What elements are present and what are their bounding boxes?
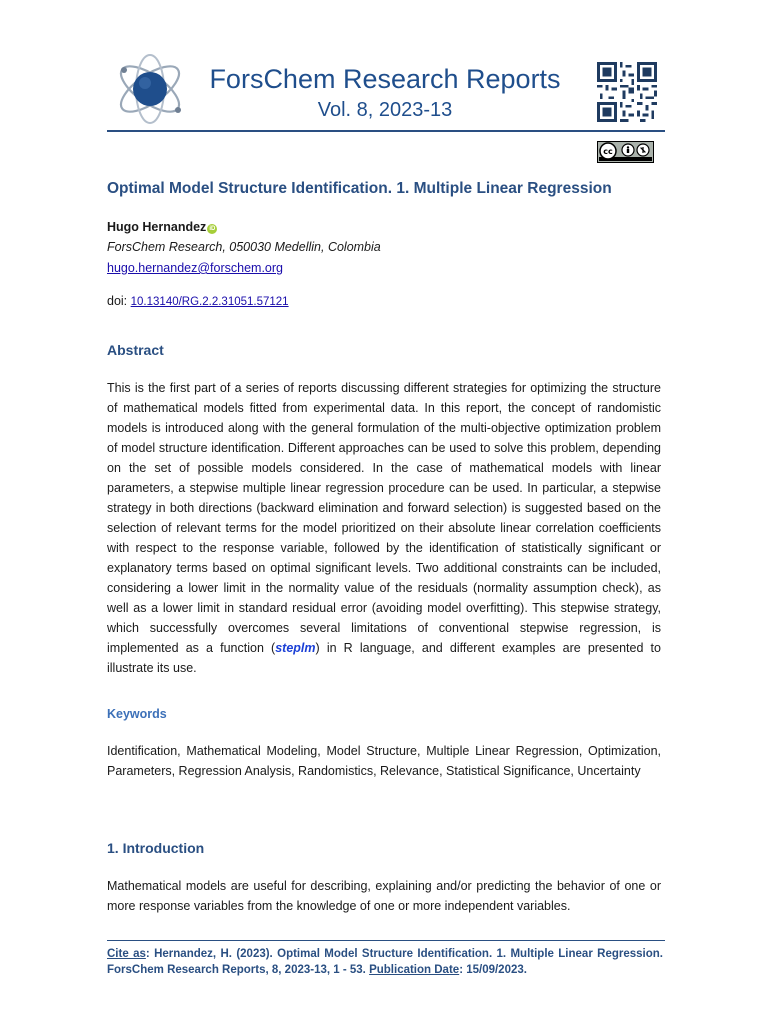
- journal-volume: Vol. 8, 2023-13: [317, 99, 453, 121]
- abstract-body: [107, 378, 661, 678]
- introduction-heading: 1. Introduction: [107, 840, 205, 856]
- citation-footer: [107, 946, 663, 978]
- cite-text: : Hernandez, H. (2023). Optimal Model Structure Identification. 1. Multiple Linear Regression. ForsChem Research Reports, 8, 2023-13, 1 - 53.: [107, 948, 663, 976]
- author-line: [107, 220, 217, 234]
- doi-link[interactable]: 10.13140/RG.2.2.31051.57121: [130, 296, 289, 308]
- abstract-heading: Abstract: [107, 342, 164, 358]
- author-email-link[interactable]: hugo.hernandez@forschem.org: [107, 261, 283, 275]
- affiliation: ForsChem Research, 050030 Medellin, Colombia: [107, 240, 381, 254]
- header-divider: [107, 130, 665, 132]
- keywords-heading: Keywords: [107, 707, 167, 721]
- footer-divider: [107, 940, 665, 941]
- cc-by-nc-badge-icon[interactable]: [597, 141, 654, 163]
- paper-title: Optimal Model Structure Identification. 1. Multiple Linear Regression: [107, 180, 612, 197]
- abstract-text-end: ) in R language, and different examples are presented to illustrate its use.: [107, 641, 661, 675]
- cc-text: cc: [603, 147, 613, 156]
- keywords-list: Identification, Mathematical Modeling, Model Structure, Multiple Linear Regression, Optimization, Parameters, Regression Analysis, Randomistics, Relevance, Statistical Significance, Uncertainty: [107, 744, 661, 778]
- journal-name: ForsChem Research Reports: [209, 64, 561, 94]
- doi-line: [107, 294, 289, 308]
- introduction-body: Mathematical models are useful for describing, explaining and/or predicting the behavior of one or more response variables from the knowledge of one or more independent variables.: [107, 879, 661, 913]
- cite-label: Cite as: [107, 948, 146, 960]
- atom-logo-icon: [112, 48, 188, 130]
- qr-code-icon[interactable]: [597, 62, 657, 122]
- function-name: steplm: [275, 641, 316, 655]
- doi-label: doi:: [107, 294, 131, 308]
- author-name: Hugo Hernandez: [107, 220, 207, 234]
- orcid-icon[interactable]: iD: [209, 226, 216, 232]
- publication-date: : 15/09/2023.: [459, 964, 527, 976]
- abstract-text-start: This is the first part of a series of reports discussing different strategies for optimizing the structure of mathematical models fitted from experimental data. In this report, the concept of randomistic models is introduced along with the general formulation of the multi-objective optimization problem of model structure identification. Different approaches can be used to solve this problem, depending on the set of possible models considered. In the case of mathematical models with linear parameters, a stepwise multiple linear regression procedure can be used. In particular, a stepwise strategy in both directions (backward elimination and forward selection) is suggested based on the selection of relevant terms for the model prioritized on their absolute linear correlation coefficients with respect to the response variable, followed by the identification of statistically significant or explanatory terms based on optimal significant levels. Two additional constraints can be included, considering a lower limit in the normality value of the residuals (normality assumption check), as well as a lower limit in standard residual error (avoiding model overfitting). This stepwise strategy, which successfully overcomes several limitations of conventional stepwise regression, is implemented as a function (: [107, 381, 661, 655]
- publication-date-label: Publication Date: [369, 964, 460, 976]
